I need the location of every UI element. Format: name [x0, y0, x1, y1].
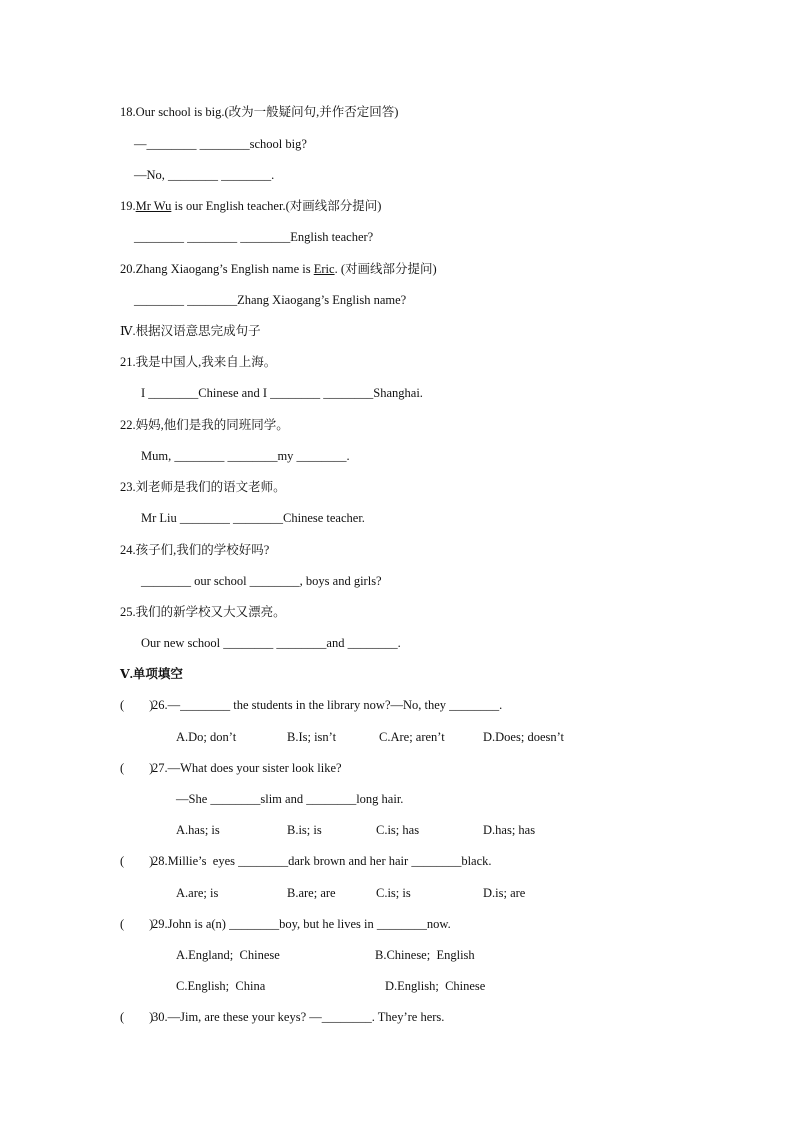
q20-answer: ________ ________Zhang Xiaogang’s English name? — [134, 293, 407, 307]
q20-underlined-text: Eric — [313, 262, 335, 276]
q26-option-d: D.Does; doesn’t — [483, 730, 565, 744]
q18-answer-line-1: —________ ________school big? — [134, 137, 307, 151]
q26-option-b: B.Is; isn’t — [287, 730, 337, 744]
q23-chinese: 23.刘老师是我们的语文老师。 — [120, 480, 286, 494]
q19-number: 19. — [120, 199, 136, 213]
q29-option-c: C.English; China — [176, 979, 266, 993]
q25-english: Our new school ________ ________and ________. — [141, 636, 401, 650]
q26-option-c: C.Are; aren’t — [379, 730, 445, 744]
q24-chinese: 24.孩子们,我们的学校好吗? — [120, 543, 270, 557]
q21-chinese: 21.我是中国人,我来自上海。 — [120, 355, 277, 369]
q22-english: Mum, ________ ________my ________. — [141, 449, 350, 463]
q27-bracket: ( ) — [120, 761, 154, 775]
q26-option-a: A.Do; don’t — [176, 730, 237, 744]
q27-line-2: —She ________slim and ________long hair. — [176, 792, 404, 806]
q29-stem: 29.John is a(n) ________boy, but he lives in ________now. — [152, 917, 451, 931]
q28-stem: 28.Millie’s eyes ________dark brown and her hair ________black. — [152, 854, 492, 868]
q29-option-a: A.England; Chinese — [176, 948, 280, 962]
q28-bracket: ( ) — [120, 854, 154, 868]
q19-underlined-text: Mr Wu — [135, 199, 172, 213]
q27-option-c: C.is; has — [376, 823, 420, 837]
q29-bracket: ( ) — [120, 917, 154, 931]
q26-bracket: ( ) — [120, 698, 154, 712]
q18-answer-line-2: —No, ________ ________. — [134, 168, 275, 182]
q23-english: Mr Liu ________ ________Chinese teacher. — [141, 511, 365, 525]
q21-english: I ________Chinese and I ________ ________Shanghai. — [141, 386, 423, 400]
q22-chinese: 22.妈妈,他们是我的同班同学。 — [120, 418, 289, 432]
q20-pre: 20.Zhang Xiaogang’s English name is — [120, 262, 314, 276]
section-5-title: Ⅴ.单项填空 — [120, 667, 183, 681]
section-4-title: Ⅳ.根据汉语意思完成句子 — [120, 324, 261, 338]
q27-stem: 27.—What does your sister look like? — [152, 761, 342, 775]
q19-rest: is our English teacher.(对画线部分提问) — [171, 199, 382, 213]
q27-option-a: A.has; is — [176, 823, 220, 837]
q28-option-a: A.are; is — [176, 886, 219, 900]
q29-option-d: D.English; Chinese — [385, 979, 486, 993]
q28-option-b: B.are; are — [287, 886, 336, 900]
q29-option-b: B.Chinese; English — [375, 948, 475, 962]
q30-bracket: ( ) — [120, 1010, 154, 1024]
q20-post: . (对画线部分提问) — [334, 262, 437, 276]
q28-option-c: C.is; is — [376, 886, 411, 900]
q20-question — [120, 261, 437, 277]
q27-option-b: B.is; is — [287, 823, 322, 837]
q26-stem: 26.—________ the students in the library now?—No, they ________. — [152, 698, 503, 712]
q27-option-d: D.has; has — [483, 823, 536, 837]
q18-question: 18.Our school is big.(改为一般疑问句,并作否定回答) — [120, 105, 399, 119]
q25-chinese: 25.我们的新学校又大又漂亮。 — [120, 605, 286, 619]
q28-option-d: D.is; are — [483, 886, 526, 900]
q24-english: ________ our school ________, boys and girls? — [141, 574, 382, 588]
q19-answer: ________ ________ ________English teacher? — [134, 230, 374, 244]
q30-stem: 30.—Jim, are these your keys? —________. They’re hers. — [152, 1010, 445, 1024]
q19-question — [120, 198, 381, 214]
